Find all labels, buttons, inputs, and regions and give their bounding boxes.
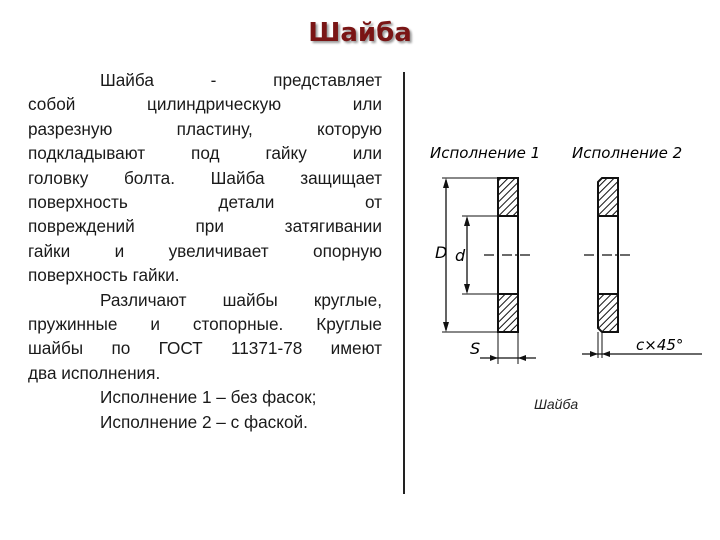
text-line: головку болта. Шайба защищает — [28, 167, 382, 188]
text-line: поверхность гайки. — [28, 265, 180, 286]
column-divider — [403, 72, 405, 494]
text-line: подкладывают под гайку или — [28, 143, 382, 164]
dim-D-label: D — [435, 243, 448, 262]
text-line: Различают шайбы круглые, — [100, 289, 382, 310]
text-line: шайбы по ГОСТ 11371-78 имеют — [28, 338, 382, 359]
description-text — [28, 68, 382, 434]
label-variant-2: Исполнение 2 — [572, 144, 683, 162]
washer-drawing — [412, 118, 712, 388]
text-line: повреждений при затягивании — [28, 216, 382, 237]
text-line: разрезную пластину, которую — [28, 118, 382, 139]
text-line: собой цилиндрическую или — [28, 94, 382, 115]
label-variant-1: Исполнение 1 — [430, 144, 541, 162]
text-line: поверхность детали от — [28, 192, 382, 213]
dim-d-label: d — [455, 246, 466, 265]
washer-variant-1 — [484, 178, 530, 332]
text-line: Шайба - представляет — [100, 70, 382, 90]
variant-1-line: Исполнение 1 – без фасок; — [100, 387, 317, 408]
dim-chamfer-label: c×45° — [636, 336, 684, 354]
figure-caption: Шайба — [534, 396, 579, 412]
text-line: пружинные и стопорные. Круглые — [28, 314, 382, 335]
text-line: два исполнения. — [28, 362, 161, 383]
text-line: гайки и увеличивает опорную — [28, 240, 382, 261]
variant-2-line: Исполнение 2 – с фаской. — [100, 411, 308, 432]
slide-title: Шайба — [308, 18, 412, 48]
washer-variant-2 — [584, 178, 632, 332]
dim-S-label: S — [470, 339, 481, 358]
